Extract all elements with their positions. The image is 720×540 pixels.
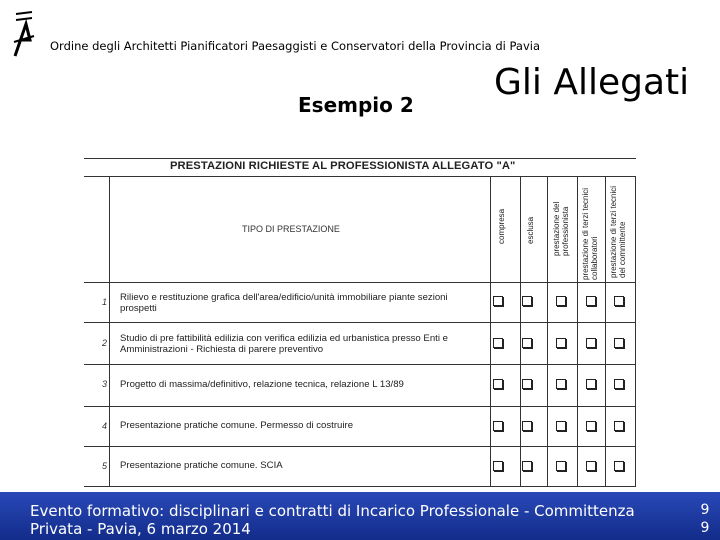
services-table: [84, 158, 636, 488]
page-number-bottom: 9: [700, 520, 710, 536]
row-text: Rilievo e restituzione grafica dell'area/edificio/unità immobiliare piante sezioni prospetti: [120, 292, 448, 314]
table-title: PRESTAZIONI RICHIESTE AL PROFESSIONISTA ALLEGATO "A": [170, 160, 516, 172]
col-header-esclusa: esclusa: [526, 216, 535, 244]
col-header-terzi-committente: prestazione di terzi tecnici del committente: [609, 185, 627, 278]
checkbox[interactable]: [522, 461, 532, 471]
col-header-professionista: prestazione del professionista: [552, 201, 570, 256]
checkbox[interactable]: [493, 296, 503, 306]
checkbox[interactable]: [586, 338, 596, 348]
table-border-top: [84, 158, 636, 159]
type-header: TIPO DI PRESTAZIONE: [242, 224, 340, 234]
row-number: 5: [102, 461, 108, 471]
row-text: Presentazione pratiche comune. Permesso di costruire: [120, 420, 354, 431]
checkbox[interactable]: [614, 338, 624, 348]
checkbox[interactable]: [586, 421, 596, 431]
col-divider: [109, 176, 110, 486]
checkbox[interactable]: [586, 296, 596, 306]
row-divider: [84, 364, 636, 365]
checkbox[interactable]: [493, 338, 503, 348]
col-divider: [605, 176, 606, 486]
architects-logo: [12, 10, 36, 58]
col-header-compresa: compresa: [497, 208, 506, 244]
row-divider: [84, 446, 636, 447]
row-number: 3: [102, 379, 108, 389]
col-header-terzi-collaboratori: prestazione di terzi tecnici collaboratori: [581, 187, 599, 280]
checkbox[interactable]: [522, 379, 532, 389]
row-text: Progetto di massima/definitivo, relazione tecnica, relazione L 13/89: [120, 379, 404, 390]
checkbox[interactable]: [556, 338, 566, 348]
row-text: Studio di pre fattibilità edilizia con verifica edilizia ed urbanistica presso Enti e Amministrazioni - Richiesta di parere preventivo: [120, 333, 448, 355]
col-divider: [577, 176, 578, 486]
footer-line-1: Evento formativo: disciplinari e contratti di Incarico Professionale - Committenza: [30, 502, 635, 520]
checkbox[interactable]: [556, 296, 566, 306]
table-header-divider: [84, 282, 636, 283]
checkbox[interactable]: [614, 461, 624, 471]
col-divider: [490, 176, 491, 486]
checkbox[interactable]: [522, 338, 532, 348]
checkbox[interactable]: [493, 461, 503, 471]
checkbox[interactable]: [493, 421, 503, 431]
organization-header: Ordine degli Architetti Pianificatori Paesaggisti e Conservatori della Provincia di Pavia: [50, 39, 541, 53]
row-divider: [84, 322, 636, 323]
row-number: 2: [102, 338, 108, 348]
checkbox[interactable]: [614, 296, 624, 306]
footer-line-2: Privata - Pavia, 6 marzo 2014: [30, 520, 251, 538]
table-title-divider: [84, 176, 636, 177]
page-title: Gli Allegati: [494, 62, 690, 103]
page-number: [698, 501, 712, 537]
table-border-bottom: [84, 486, 636, 487]
checkbox[interactable]: [493, 379, 503, 389]
example-label: Esempio 2: [298, 93, 414, 117]
checkbox[interactable]: [614, 379, 624, 389]
checkbox[interactable]: [586, 461, 596, 471]
checkbox[interactable]: [556, 379, 566, 389]
checkbox[interactable]: [556, 461, 566, 471]
row-text: Presentazione pratiche comune. SCIA: [120, 460, 283, 471]
table-border-right: [635, 176, 636, 486]
checkbox[interactable]: [522, 296, 532, 306]
col-divider: [547, 176, 548, 486]
checkbox[interactable]: [614, 421, 624, 431]
col-divider: [520, 176, 521, 486]
row-number: 1: [102, 297, 108, 307]
checkbox[interactable]: [586, 379, 596, 389]
checkbox[interactable]: [522, 421, 532, 431]
page-number-top: 9: [700, 502, 710, 518]
checkbox[interactable]: [556, 421, 566, 431]
row-number: 4: [102, 421, 108, 431]
footer-event: [30, 502, 680, 538]
row-divider: [84, 406, 636, 407]
